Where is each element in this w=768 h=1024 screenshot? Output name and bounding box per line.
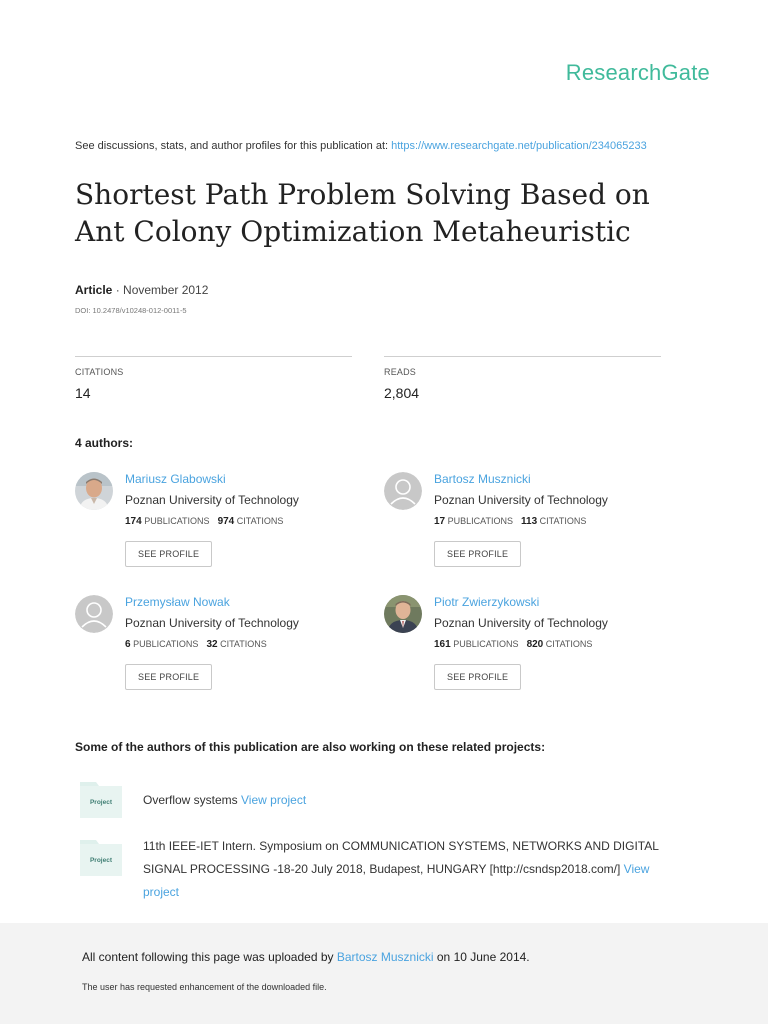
citations-label: CITATIONS xyxy=(236,516,284,526)
view-project-link[interactable]: View project xyxy=(143,862,650,899)
project-text xyxy=(143,835,683,904)
author-counts xyxy=(434,639,608,650)
author-card xyxy=(75,472,365,582)
upload-prefix: All content following this page was uploaded by xyxy=(82,950,337,964)
author-photo[interactable] xyxy=(75,472,113,510)
author-card xyxy=(384,595,674,705)
publications-label: PUBLICATIONS xyxy=(453,639,519,649)
citations-count: 113 xyxy=(521,516,538,527)
upload-note xyxy=(82,950,530,964)
author-counts xyxy=(125,516,299,527)
author-counts xyxy=(434,516,608,527)
paper-type: Article xyxy=(75,283,113,297)
citations-count: 974 xyxy=(217,516,235,527)
publications-count: 161 xyxy=(434,639,451,650)
researchgate-logo[interactable]: ResearchGate xyxy=(565,60,710,85)
reads-value: 2,804 xyxy=(384,385,420,401)
default-avatar-icon[interactable] xyxy=(384,472,422,510)
upload-suffix: on 10 June 2014. xyxy=(433,950,530,964)
uploader-link[interactable]: Bartosz Musznicki xyxy=(336,950,434,964)
publications-label: PUBLICATIONS xyxy=(133,639,199,649)
projects-heading: Some of the authors of this publication are also working on these related projects: xyxy=(75,740,546,754)
project-tag: Project xyxy=(89,857,113,864)
author-name-link[interactable]: Piotr Zwierzykowski xyxy=(434,595,540,609)
view-project-link[interactable]: View project xyxy=(241,793,307,807)
author-name-link[interactable]: Mariusz Glabowski xyxy=(125,472,226,486)
author-institution: Poznan University of Technology xyxy=(434,493,608,507)
paper-date: · November 2012 xyxy=(112,283,209,297)
reads-stat xyxy=(384,356,661,401)
see-profile-button[interactable]: SEE PROFILE xyxy=(125,664,212,690)
publication-url-link[interactable]: https://www.researchgate.net/publication/234065233 xyxy=(391,140,647,152)
paper-doi: DOI: 10.2478/v10248-012-0011-5 xyxy=(75,306,187,315)
project-title: 11th IEEE-IET Intern. Symposium on COMMUNICATION SYSTEMS, NETWORKS AND DIGITAL SIGNAL PROCESSING -18-20 July 2018, Budapest, HUNGARY [http://csndsp2018.com/] xyxy=(143,839,659,876)
default-avatar-icon[interactable] xyxy=(75,595,113,633)
citations-count: 32 xyxy=(206,639,218,650)
author-counts xyxy=(125,639,299,650)
publications-label: PUBLICATIONS xyxy=(447,516,513,526)
footer xyxy=(0,923,768,1024)
author-institution: Poznan University of Technology xyxy=(434,616,608,630)
citations-value: 14 xyxy=(75,385,91,401)
paper-meta xyxy=(75,283,208,297)
discussion-line xyxy=(75,140,647,152)
author-card xyxy=(384,472,674,582)
authors-heading: 4 authors: xyxy=(75,436,134,450)
author-institution: Poznan University of Technology xyxy=(125,493,299,507)
citations-label: CITATIONS xyxy=(75,367,124,377)
citations-label: CITATIONS xyxy=(539,516,587,526)
citations-label: CITATIONS xyxy=(545,639,593,649)
request-note: The user has requested enhancement of the downloaded file. xyxy=(82,982,327,992)
see-profile-button[interactable]: SEE PROFILE xyxy=(434,541,521,567)
discussion-text: See discussions, stats, and author profiles for this publication at: xyxy=(75,140,392,152)
author-photo[interactable] xyxy=(384,595,422,633)
publications-count: 6 xyxy=(125,639,131,650)
citations-stat xyxy=(75,356,352,401)
publications-count: 174 xyxy=(125,516,142,527)
see-profile-button[interactable]: SEE PROFILE xyxy=(125,541,212,567)
citations-label: CITATIONS xyxy=(220,639,267,649)
see-profile-button[interactable]: SEE PROFILE xyxy=(434,664,521,690)
project-tag: Project xyxy=(89,799,113,806)
author-institution: Poznan University of Technology xyxy=(125,616,299,630)
project-text xyxy=(143,789,683,812)
publications-label: PUBLICATIONS xyxy=(144,516,210,526)
reads-label: READS xyxy=(384,367,417,377)
project-title: Overflow systems xyxy=(143,793,242,807)
paper-title: Shortest Path Problem Solving Based on Ant Colony Optimization Metaheuristic xyxy=(75,178,650,248)
project-folder-icon[interactable] xyxy=(80,838,122,876)
project-folder-icon[interactable] xyxy=(80,780,122,818)
author-name-link[interactable]: Bartosz Musznicki xyxy=(434,472,531,486)
author-name-link[interactable]: Przemysław Nowak xyxy=(125,595,230,609)
citations-count: 820 xyxy=(526,639,544,650)
publications-count: 17 xyxy=(434,516,446,527)
author-card xyxy=(75,595,365,705)
